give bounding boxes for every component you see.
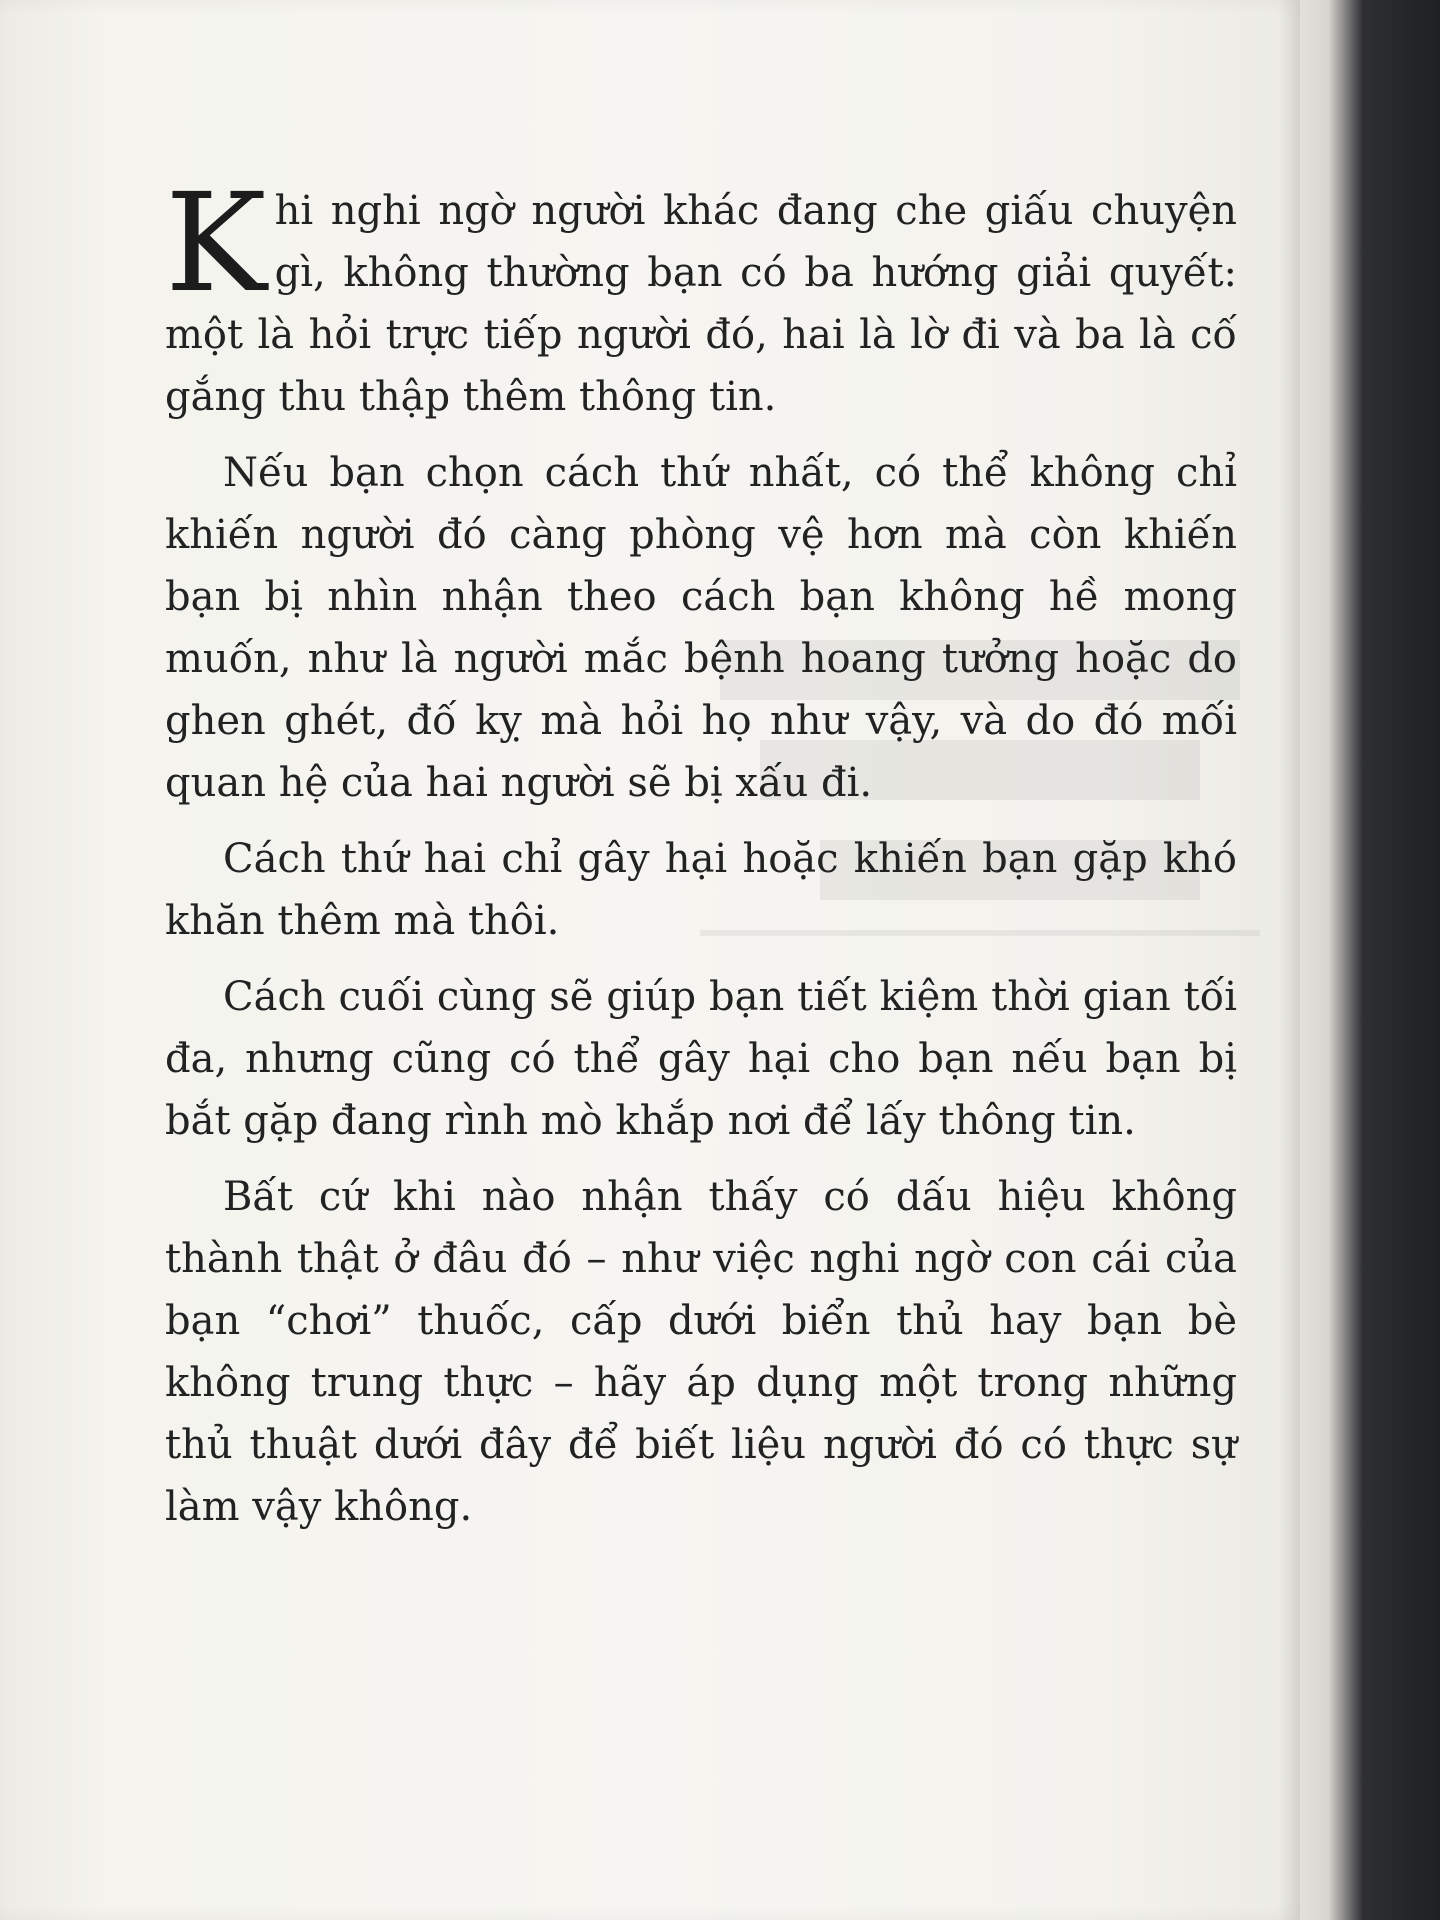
paragraph-2: Nếu bạn chọn cách thứ nhất, có thể không chỉ khiến người đó càng phòng vệ hơn mà còn khiến bạn bị nhìn nhận theo cách bạn không hề mong muốn, như là người mắc bệnh hoang tưởng hoặc do ghen ghét, đố kỵ mà hỏi họ như vậy, và do đó mối quan hệ của hai người sẽ bị xấu đi. xyxy=(165,450,1237,806)
body-text xyxy=(165,165,1237,1552)
drop-cap: K xyxy=(165,165,267,323)
paragraph-4: Cách cuối cùng sẽ giúp bạn tiết kiệm thời gian tối đa, nhưng cũng có thể gây hại cho bạn nếu bạn bị bắt gặp đang rình mò khắp nơi để lấy thông tin. xyxy=(165,974,1237,1144)
paragraph-3: Cách thứ hai chỉ gây hại hoặc khiến bạn gặp khó khăn thêm mà thôi. xyxy=(165,836,1237,944)
page-edge-shadow xyxy=(1278,0,1300,1920)
paragraph-5: Bất cứ khi nào nhận thấy có dấu hiệu không thành thật ở đâu đó – như việc nghi ngờ con cái của bạn “chơi” thuốc, cấp dưới biển thủ hay bạn bè không trung thực – hãy áp dụng một trong những thủ thuật dưới đây để biết liệu người đó có thực sự làm vậy không. xyxy=(165,1174,1237,1530)
book-cover-edge xyxy=(1300,0,1440,1920)
paragraph-1 xyxy=(165,165,1237,428)
paragraph-1-text: hi nghi ngờ người khác đang che giấu chuyện gì, không thường bạn có ba hướng giải quyết: một là hỏi trực tiếp người đó, hai là lờ đi và ba là cố gắng thu thập thêm thông tin. xyxy=(165,188,1237,420)
